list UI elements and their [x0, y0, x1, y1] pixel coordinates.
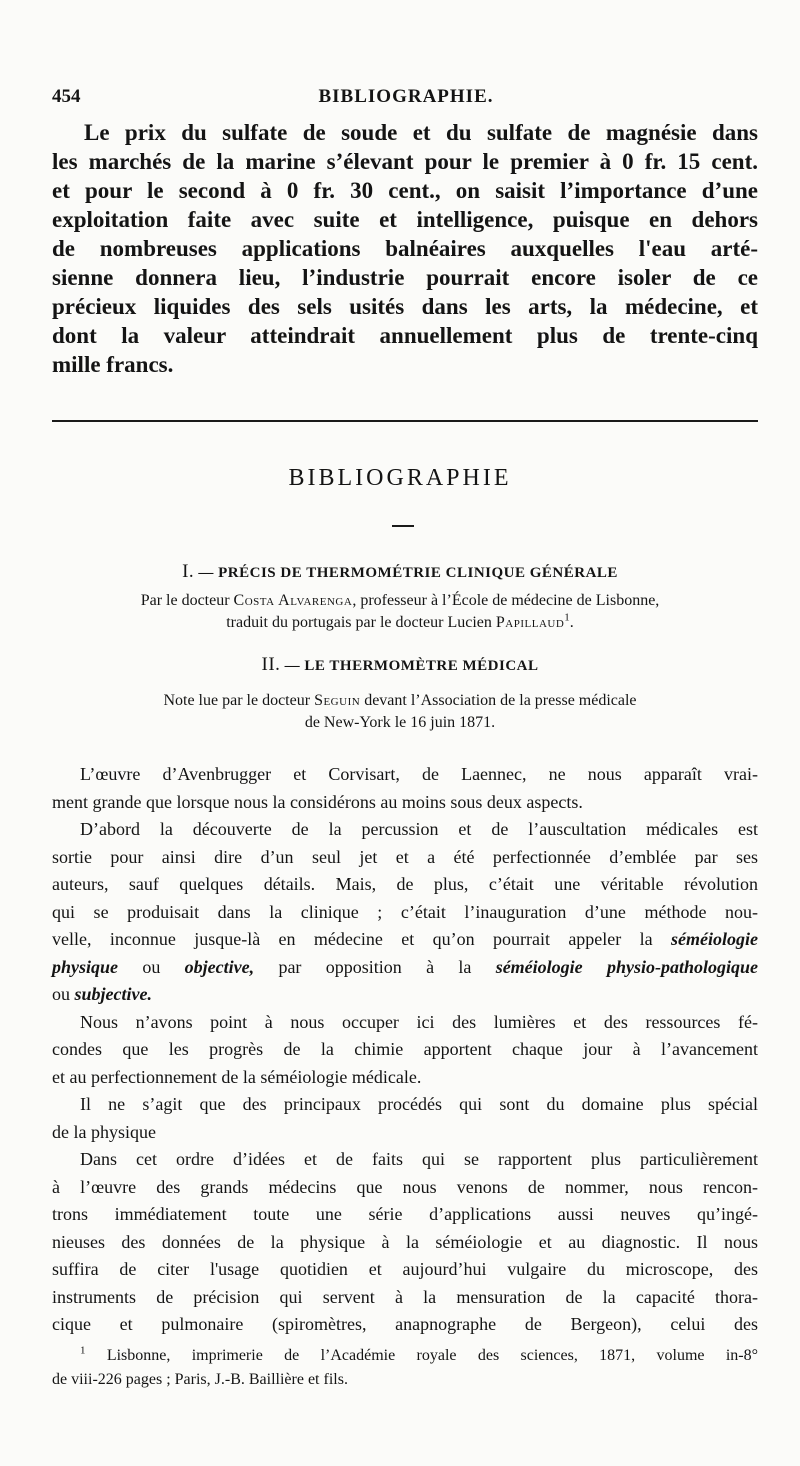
heading-dash: [392, 525, 414, 527]
author-name: Costa Alvarenga: [233, 592, 353, 609]
footnote-line: de viii-226 pages ; Paris, J.-B. Baillière et fils.: [52, 1371, 348, 1388]
footnote-reference[interactable]: 1: [564, 611, 570, 624]
entry-2-title: [0, 654, 800, 676]
text-line: instruments de précision qui servent à la mensuration de la capacité thora-: [52, 1286, 758, 1307]
note-line-2: de New-York le 16 juin 1871.: [304, 714, 496, 731]
intro-paragraph: [52, 118, 758, 379]
footnote-text: Lisbonne, imprimerie de l’Académie royale des sciences, 1871, volume in-8°: [85, 1347, 758, 1364]
entry-2-dash: —: [284, 658, 301, 674]
entry-2-note: [60, 690, 740, 734]
text-line: sienne donnera lieu, l’industrie pourrait encore isoler de ce: [52, 265, 758, 290]
entry-2-title-text: LE THERMOMÈTRE MÉDICAL: [304, 658, 539, 674]
text-line: D’abord la découverte de la percussion et de l’auscultation médicales est: [80, 819, 758, 839]
text-line: qui se produisait dans la clinique ; c’était l’inauguration d’une méthode nou-: [52, 901, 758, 922]
text-line: sortie pour ainsi dire d’un seul jet et a été perfectionnée d’emblée par ses: [52, 846, 758, 867]
entry-1-title: [0, 561, 800, 583]
section-heading: BIBLIOGRAPHIE: [288, 465, 512, 491]
text-line: ment grande que lorsque nous la considérons au moins sous deux aspects.: [52, 791, 583, 812]
page-number: 454: [52, 86, 81, 107]
emphasis: séméiologie physio-pathologique: [495, 956, 758, 977]
text-line: cique et pulmonaire (spiromètres, anapnographe de Bergeon), celui des: [52, 1314, 758, 1334]
footnote-mark: 1: [80, 1344, 86, 1357]
text-line: trons immédiatement toute une série d’applications aussi neuves qu’ingé-: [52, 1204, 758, 1224]
note-author: Seguin: [314, 692, 361, 709]
text-line: Il ne s’agit que des principaux procédés qui sont du domaine plus spécial: [80, 1094, 758, 1114]
entry-1-numeral: I.: [182, 561, 195, 582]
running-title: BIBLIOGRAPHIE.: [318, 86, 494, 107]
author-suffix: , professeur à l’École de médecine de Lisbonne,: [352, 592, 660, 609]
emphasis: subjective.: [74, 984, 152, 1004]
text-line: mille francs.: [52, 352, 174, 377]
text-line: L’œuvre d’Avenbrugger et Corvisart, de Laennec, ne nous apparaît vrai-: [80, 764, 758, 784]
entry-1-dash: —: [198, 565, 214, 581]
translator-name: Papillaud: [495, 614, 565, 631]
emphasis: objective,: [184, 956, 255, 977]
text-line: nieuses des données de la physique à la séméiologie et au diagnostic. Il nous: [52, 1231, 758, 1252]
section-divider: [52, 420, 758, 422]
text-line: et pour le second à 0 fr. 30 cent., on saisit l’importance d’une: [52, 178, 758, 203]
text-segment: par opposition à la: [254, 956, 496, 977]
emphasis: physique: [52, 956, 119, 977]
translator-end: .: [569, 614, 574, 631]
text-line: et au perfectionnement de la séméiologie médicale.: [52, 1066, 422, 1087]
text-segment: ou: [52, 984, 75, 1004]
text-line: [52, 954, 758, 982]
text-line: exploitation faite avec suite et intelligence, puisque en dehors: [52, 207, 758, 232]
text-line: Dans cet ordre d’idées et de faits qui se rapportent plus particulièrement: [80, 1149, 758, 1169]
note-suffix: devant l’Association de la presse médicale: [360, 692, 637, 709]
footnote: [52, 1344, 758, 1392]
entry-1-title-text: PRÉCIS DE THERMOMÉTRIE CLINIQUE GÉNÉRALE: [218, 565, 618, 581]
text-line: [52, 926, 758, 954]
entry-2-numeral: II.: [261, 654, 281, 675]
emphasis: séméiologie: [671, 929, 758, 949]
page-header: [52, 86, 760, 110]
footnote-line: [52, 1344, 758, 1368]
text-line: de nombreuses applications balnéaires auxquelles l'eau arté-: [52, 236, 758, 261]
text-line: précieux liquides des sels usités dans les arts, la médecine, et: [52, 294, 758, 319]
text-line: à l’œuvre des grands médecins que nous venons de nommer, nous rencon-: [52, 1176, 758, 1197]
text-line: suffira de citer l'usage quotidien et aujourd’hui vulgaire du microscope, des: [52, 1259, 758, 1279]
text-line: Nous n’avons point à nous occuper ici des lumières et des ressources fé-: [80, 1011, 758, 1032]
text-line: de la physique: [52, 1121, 156, 1142]
translator-prefix: traduit du portugais par le docteur Lucien: [226, 614, 496, 631]
author-prefix: Par le docteur: [140, 592, 234, 609]
entry-1-author: [60, 590, 740, 634]
text-line: [52, 981, 758, 1009]
text-line: auteurs, sauf quelques détails. Mais, de plus, c’était une véritable révolution: [52, 874, 758, 894]
text-line: Le prix du sulfate de soude et du sulfate de magnésie dans: [84, 120, 758, 145]
text-segment: velle, inconnue jusque-là en médecine et qu’on pourrait appeler la: [52, 929, 653, 949]
review-body: [52, 761, 758, 1339]
text-line: dont la valeur atteindrait annuellement plus de trente-cinq: [52, 323, 758, 348]
note-prefix: Note lue par le docteur: [163, 692, 315, 709]
text-segment: ou: [118, 956, 185, 977]
text-line: les marchés de la marine s’élevant pour le premier à 0 fr. 15 cent.: [52, 149, 758, 174]
text-line: condes que les progrès de la chimie apportent chaque jour à l’avancement: [52, 1039, 758, 1059]
